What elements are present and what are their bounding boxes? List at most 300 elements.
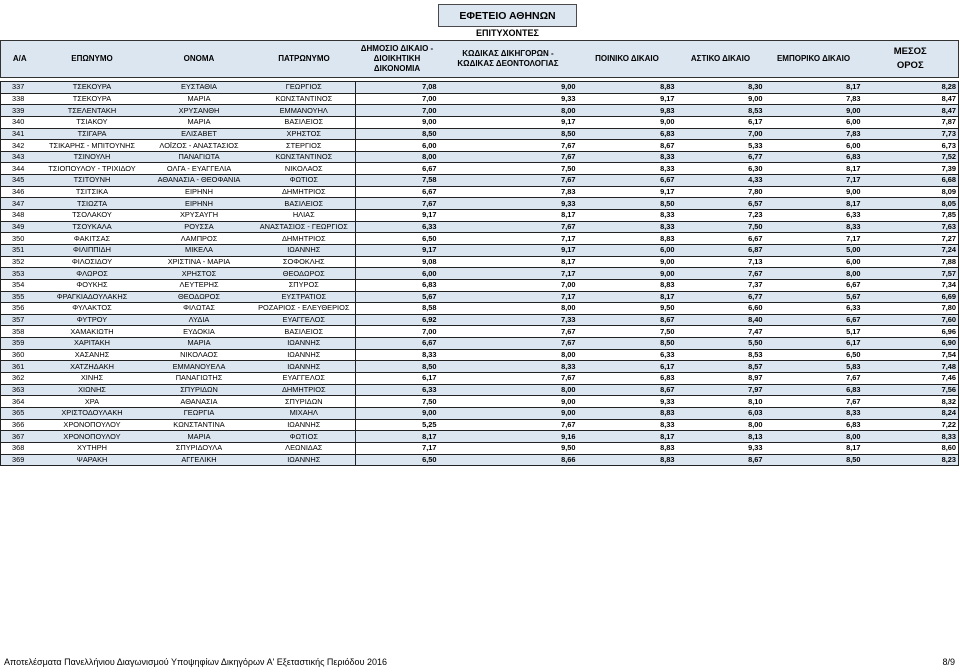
cell-father: ΙΩΑΝΝΗΣ <box>253 361 356 373</box>
col-header-public-law-line2: ΔΙΟΙΚΗΤΙΚΗ ΔΙΚΟΝΟΜΙΑ <box>373 54 421 73</box>
cell-criminal: 8,67 <box>578 140 677 152</box>
table-row <box>1 361 959 373</box>
cell-surname: ΤΣΙΟΠΟΥΛΟΥ - ΤΡΙΧΙΔΟΥ <box>39 163 146 175</box>
cell-public-law: 6,33 <box>356 221 439 233</box>
cell-codes: 7,50 <box>439 163 578 175</box>
cell-surname: ΦΥΤΡΟΥ <box>39 314 146 326</box>
cell-civil: 8,67 <box>677 454 765 466</box>
cell-public-law: 9,08 <box>356 256 439 268</box>
table-row <box>1 338 959 350</box>
cell-aa: 363 <box>1 384 39 396</box>
col-header-average <box>863 41 959 78</box>
cell-name: ΠΑΝΑΓΙΩΤΗΣ <box>146 373 253 385</box>
cell-civil: 6,60 <box>677 303 765 315</box>
cell-father: ΙΩΑΝΝΗΣ <box>253 338 356 350</box>
cell-commercial: 8,33 <box>765 407 863 419</box>
cell-criminal: 9,17 <box>578 93 677 105</box>
cell-aa: 351 <box>1 244 39 256</box>
cell-codes: 9,00 <box>439 407 578 419</box>
results-table <box>0 40 959 466</box>
cell-average: 8,32 <box>863 396 959 408</box>
cell-average: 7,80 <box>863 303 959 315</box>
cell-codes: 8,00 <box>439 384 578 396</box>
table-row <box>1 175 959 187</box>
cell-average: 7,46 <box>863 373 959 385</box>
cell-commercial: 7,17 <box>765 175 863 187</box>
table-row <box>1 431 959 443</box>
cell-criminal: 8,83 <box>578 454 677 466</box>
cell-civil: 9,33 <box>677 442 765 454</box>
cell-civil: 8,57 <box>677 361 765 373</box>
cell-aa: 345 <box>1 175 39 187</box>
cell-criminal: 9,33 <box>578 396 677 408</box>
cell-average: 6,73 <box>863 140 959 152</box>
cell-public-law: 9,17 <box>356 244 439 256</box>
cell-aa: 346 <box>1 186 39 198</box>
cell-civil: 8,97 <box>677 373 765 385</box>
cell-codes: 7,67 <box>439 373 578 385</box>
cell-criminal: 8,33 <box>578 419 677 431</box>
cell-aa: 357 <box>1 314 39 326</box>
cell-average: 7,39 <box>863 163 959 175</box>
cell-father: ΔΗΜΗΤΡΙΟΣ <box>253 233 356 245</box>
cell-father: ΣΤΕΡΓΙΟΣ <box>253 140 356 152</box>
cell-commercial: 6,83 <box>765 419 863 431</box>
cell-commercial: 7,67 <box>765 396 863 408</box>
cell-criminal: 8,17 <box>578 431 677 443</box>
table-row <box>1 151 959 163</box>
cell-commercial: 6,00 <box>765 116 863 128</box>
cell-public-law: 6,67 <box>356 186 439 198</box>
cell-public-law: 6,50 <box>356 233 439 245</box>
court-title: ΕΦΕΤΕΙΟ ΑΘΗΝΩΝ <box>438 4 577 27</box>
cell-commercial: 7,83 <box>765 128 863 140</box>
cell-father: ΒΑΣΙΛΕΙΟΣ <box>253 116 356 128</box>
cell-commercial: 6,17 <box>765 338 863 350</box>
cell-surname: ΧΡΙΣΤΟΔΟΥΛΑΚΗ <box>39 407 146 419</box>
cell-commercial: 6,83 <box>765 384 863 396</box>
cell-average: 7,54 <box>863 349 959 361</box>
cell-criminal: 9,00 <box>578 268 677 280</box>
cell-name: ΚΩΝΣΤΑΝΤΙΝΑ <box>146 419 253 431</box>
cell-criminal: 8,17 <box>578 291 677 303</box>
cell-codes: 9,50 <box>439 442 578 454</box>
cell-criminal: 9,00 <box>578 116 677 128</box>
cell-criminal: 6,00 <box>578 244 677 256</box>
cell-name: ΕΙΡΗΝΗ <box>146 186 253 198</box>
cell-surname: ΤΣΟΛΑΚΟΥ <box>39 210 146 222</box>
cell-commercial: 8,17 <box>765 198 863 210</box>
cell-civil: 6,30 <box>677 163 765 175</box>
col-header-codes-line1: ΚΩΔΙΚΑΣ ΔΙΚΗΓΟΡΩΝ - <box>462 49 554 58</box>
cell-father: ΙΩΑΝΝΗΣ <box>253 454 356 466</box>
cell-criminal: 9,00 <box>578 256 677 268</box>
cell-average: 8,33 <box>863 431 959 443</box>
cell-commercial: 6,33 <box>765 210 863 222</box>
cell-criminal: 6,83 <box>578 373 677 385</box>
cell-name: ΜΑΡΙΑ <box>146 93 253 105</box>
cell-aa: 348 <box>1 210 39 222</box>
table-row <box>1 326 959 338</box>
cell-aa: 356 <box>1 303 39 315</box>
cell-surname: ΧΡΑ <box>39 396 146 408</box>
cell-commercial: 8,00 <box>765 268 863 280</box>
table-row <box>1 396 959 408</box>
cell-aa: 347 <box>1 198 39 210</box>
cell-criminal: 8,33 <box>578 210 677 222</box>
cell-average: 8,05 <box>863 198 959 210</box>
cell-average: 7,73 <box>863 128 959 140</box>
cell-aa: 362 <box>1 373 39 385</box>
cell-civil: 7,97 <box>677 384 765 396</box>
cell-surname: ΦΙΛΟΣΙΔΟΥ <box>39 256 146 268</box>
cell-commercial: 8,17 <box>765 442 863 454</box>
cell-father: ΔΗΜΗΤΡΙΟΣ <box>253 384 356 396</box>
cell-aa: 340 <box>1 116 39 128</box>
cell-aa: 353 <box>1 268 39 280</box>
cell-father: ΙΩΑΝΝΗΣ <box>253 244 356 256</box>
cell-aa: 350 <box>1 233 39 245</box>
table-row <box>1 244 959 256</box>
table-row <box>1 407 959 419</box>
cell-public-law: 6,00 <box>356 268 439 280</box>
footer-caption: Αποτελέσματα Πανελλήνιου Διαγωνισμού Υποψηφίων Δικηγόρων Α' Εξεταστικής Περιόδου 2016 <box>4 657 388 667</box>
col-header-public-law-line1: ΔΗΜΟΣΙΟ ΔΙΚΑΙΟ - <box>360 44 434 53</box>
cell-father: ΡΟΖΑΡΙΟΣ - ΕΛΕΥΘΕΡΙΟΣ <box>253 303 356 315</box>
cell-codes: 9,16 <box>439 431 578 443</box>
cell-name: ΕΜΜΑΝΟΥΕΛΑ <box>146 361 253 373</box>
cell-average: 8,24 <box>863 407 959 419</box>
cell-average: 7,85 <box>863 210 959 222</box>
cell-codes: 8,50 <box>439 128 578 140</box>
cell-aa: 343 <box>1 151 39 163</box>
cell-public-law: 8,58 <box>356 303 439 315</box>
cell-civil: 4,33 <box>677 175 765 187</box>
cell-surname: ΦΡΑΓΚΙΑΔΟΥΛΑΚΗΣ <box>39 291 146 303</box>
cell-name: ΜΑΡΙΑ <box>146 116 253 128</box>
cell-commercial: 6,67 <box>765 279 863 291</box>
table-row <box>1 128 959 140</box>
cell-criminal: 8,67 <box>578 384 677 396</box>
cell-average: 7,22 <box>863 419 959 431</box>
cell-aa: 349 <box>1 221 39 233</box>
cell-name: ΣΠΥΡΙΔΩΝ <box>146 384 253 396</box>
cell-commercial: 5,17 <box>765 326 863 338</box>
cell-criminal: 8,83 <box>578 407 677 419</box>
col-header-codes-line2: ΚΩΔΙΚΑΣ ΔΕΟΝΤΟΛΟΓΙΑΣ <box>457 59 559 68</box>
cell-surname: ΤΣΕΚΟΥΡΑ <box>39 93 146 105</box>
cell-aa: 341 <box>1 128 39 140</box>
cell-civil: 5,50 <box>677 338 765 350</box>
cell-codes: 7,67 <box>439 326 578 338</box>
cell-surname: ΤΣΙΩΖΤΑ <box>39 198 146 210</box>
cell-commercial: 6,00 <box>765 140 863 152</box>
cell-surname: ΦΛΩΡΟΣ <box>39 268 146 280</box>
cell-codes: 7,67 <box>439 151 578 163</box>
cell-commercial: 5,67 <box>765 291 863 303</box>
col-header-name: ΟΝΟΜΑ <box>146 41 253 78</box>
page-number: 8/9 <box>942 657 955 667</box>
cell-civil: 8,10 <box>677 396 765 408</box>
cell-civil: 8,40 <box>677 314 765 326</box>
cell-commercial: 7,17 <box>765 233 863 245</box>
cell-surname: ΦΑΚΙΤΣΑΣ <box>39 233 146 245</box>
cell-average: 8,47 <box>863 105 959 117</box>
cell-surname: ΧΑΤΖΗΔΑΚΗ <box>39 361 146 373</box>
cell-public-law: 8,33 <box>356 349 439 361</box>
cell-average: 7,60 <box>863 314 959 326</box>
cell-civil: 7,67 <box>677 268 765 280</box>
cell-surname: ΨΑΡΑΚΗ <box>39 454 146 466</box>
cell-average: 7,27 <box>863 233 959 245</box>
cell-name: ΛΕΥΤΕΡΗΣ <box>146 279 253 291</box>
cell-father: ΚΩΝΣΤΑΝΤΙΝΟΣ <box>253 93 356 105</box>
cell-name: ΕΙΡΗΝΗ <box>146 198 253 210</box>
cell-average: 6,96 <box>863 326 959 338</box>
cell-commercial: 7,67 <box>765 373 863 385</box>
cell-civil: 7,80 <box>677 186 765 198</box>
cell-criminal: 8,33 <box>578 163 677 175</box>
cell-civil: 8,00 <box>677 419 765 431</box>
cell-surname: ΧΥΤΗΡΗ <box>39 442 146 454</box>
cell-public-law: 6,17 <box>356 373 439 385</box>
cell-codes: 9,33 <box>439 198 578 210</box>
cell-name: ΑΘΑΝΑΣΙΑ <box>146 396 253 408</box>
cell-public-law: 7,58 <box>356 175 439 187</box>
cell-average: 6,90 <box>863 338 959 350</box>
cell-aa: 337 <box>1 82 39 94</box>
cell-criminal: 6,67 <box>578 175 677 187</box>
cell-name: ΣΠΥΡΙΔΟΥΛΑ <box>146 442 253 454</box>
cell-father: ΙΩΑΝΝΗΣ <box>253 419 356 431</box>
cell-average: 7,57 <box>863 268 959 280</box>
cell-name: ΧΡΥΣΑΝΘΗ <box>146 105 253 117</box>
cell-civil: 6,57 <box>677 198 765 210</box>
cell-public-law: 9,17 <box>356 210 439 222</box>
cell-public-law: 9,00 <box>356 116 439 128</box>
cell-aa: 338 <box>1 93 39 105</box>
cell-father: ΘΕΟΔΩΡΟΣ <box>253 268 356 280</box>
cell-public-law: 6,67 <box>356 163 439 175</box>
cell-average: 7,34 <box>863 279 959 291</box>
cell-commercial: 8,50 <box>765 454 863 466</box>
cell-name: ΧΡΗΣΤΟΣ <box>146 268 253 280</box>
cell-name: ΟΛΓΑ - ΕΥΑΓΓΕΛΙΑ <box>146 163 253 175</box>
cell-civil: 8,53 <box>677 349 765 361</box>
cell-codes: 7,00 <box>439 279 578 291</box>
cell-codes: 8,00 <box>439 349 578 361</box>
cell-codes: 7,67 <box>439 175 578 187</box>
cell-surname: ΦΥΛΑΚΤΟΣ <box>39 303 146 315</box>
cell-codes: 8,17 <box>439 210 578 222</box>
cell-civil: 7,13 <box>677 256 765 268</box>
cell-codes: 7,17 <box>439 291 578 303</box>
cell-surname: ΦΟΥΚΗΣ <box>39 279 146 291</box>
cell-name: ΘΕΟΔΩΡΟΣ <box>146 291 253 303</box>
cell-public-law: 6,33 <box>356 384 439 396</box>
cell-commercial: 6,83 <box>765 151 863 163</box>
cell-criminal: 8,33 <box>578 151 677 163</box>
cell-father: ΦΩΤΙΟΣ <box>253 175 356 187</box>
table-row <box>1 210 959 222</box>
cell-codes: 7,67 <box>439 419 578 431</box>
cell-commercial: 8,17 <box>765 163 863 175</box>
cell-name: ΦΙΛΩΤΑΣ <box>146 303 253 315</box>
cell-civil: 8,13 <box>677 431 765 443</box>
cell-surname: ΤΣΙΚΑΡΗΣ - ΜΠΙΤΟΥΝΗΣ <box>39 140 146 152</box>
cell-name: ΝΙΚΟΛΑΟΣ <box>146 349 253 361</box>
table-row <box>1 419 959 431</box>
results-rows <box>1 78 959 466</box>
cell-codes: 9,17 <box>439 116 578 128</box>
cell-codes: 8,33 <box>439 361 578 373</box>
table-row <box>1 291 959 303</box>
cell-civil: 6,77 <box>677 291 765 303</box>
cell-father: ΧΡΗΣΤΟΣ <box>253 128 356 140</box>
cell-civil: 6,03 <box>677 407 765 419</box>
cell-average: 8,09 <box>863 186 959 198</box>
table-row <box>1 163 959 175</box>
cell-public-law: 6,92 <box>356 314 439 326</box>
cell-name: ΓΕΩΡΓΙΑ <box>146 407 253 419</box>
table-row <box>1 314 959 326</box>
cell-public-law: 7,17 <box>356 442 439 454</box>
cell-criminal: 8,83 <box>578 442 677 454</box>
cell-civil: 7,50 <box>677 221 765 233</box>
cell-commercial: 9,00 <box>765 186 863 198</box>
cell-codes: 7,67 <box>439 140 578 152</box>
cell-aa: 354 <box>1 279 39 291</box>
cell-father: ΒΑΣΙΛΕΙΟΣ <box>253 198 356 210</box>
cell-public-law: 7,08 <box>356 82 439 94</box>
cell-father: ΕΥΑΓΓΕΛΟΣ <box>253 373 356 385</box>
table-row <box>1 303 959 315</box>
cell-surname: ΤΣΙΤΣΙΚΑ <box>39 186 146 198</box>
cell-criminal: 9,83 <box>578 105 677 117</box>
cell-civil: 8,53 <box>677 105 765 117</box>
cell-public-law: 8,50 <box>356 128 439 140</box>
table-row <box>1 140 959 152</box>
cell-average: 8,28 <box>863 82 959 94</box>
cell-name: ΕΥΣΤΑΘΙΑ <box>146 82 253 94</box>
table-row <box>1 105 959 117</box>
cell-name: ΧΡΙΣΤΙΝΑ - ΜΑΡΙΑ <box>146 256 253 268</box>
cell-public-law: 7,00 <box>356 105 439 117</box>
cell-aa: 352 <box>1 256 39 268</box>
cell-aa: 355 <box>1 291 39 303</box>
table-row <box>1 279 959 291</box>
cell-name: ΡΟΥΣΣΑ <box>146 221 253 233</box>
table-row <box>1 233 959 245</box>
cell-father: ΔΗΜΗΤΡΙΟΣ <box>253 186 356 198</box>
cell-father: ΚΩΝΣΤΑΝΤΙΝΟΣ <box>253 151 356 163</box>
cell-commercial: 6,50 <box>765 349 863 361</box>
cell-codes: 7,17 <box>439 233 578 245</box>
cell-aa: 344 <box>1 163 39 175</box>
cell-name: ΠΑΝΑΓΙΩΤΑ <box>146 151 253 163</box>
cell-father: ΙΩΑΝΝΗΣ <box>253 349 356 361</box>
cell-commercial: 6,33 <box>765 303 863 315</box>
col-header-criminal: ΠΟΙΝΙΚΟ ΔΙΚΑΙΟ <box>578 41 677 78</box>
cell-aa: 367 <box>1 431 39 443</box>
cell-aa: 342 <box>1 140 39 152</box>
cell-average: 7,56 <box>863 384 959 396</box>
cell-average: 6,69 <box>863 291 959 303</box>
cell-father: ΝΙΚΟΛΑΟΣ <box>253 163 356 175</box>
cell-surname: ΧΑΣΑΝΗΣ <box>39 349 146 361</box>
cell-aa: 361 <box>1 361 39 373</box>
table-row <box>1 349 959 361</box>
cell-name: ΕΛΙΣΑΒΕΤ <box>146 128 253 140</box>
cell-father: ΣΠΥΡΙΔΩΝ <box>253 396 356 408</box>
cell-codes: 9,33 <box>439 93 578 105</box>
cell-commercial: 5,83 <box>765 361 863 373</box>
table-row <box>1 373 959 385</box>
cell-aa: 366 <box>1 419 39 431</box>
cell-criminal: 6,83 <box>578 128 677 140</box>
cell-surname: ΤΣΙΝΟΥΛΗ <box>39 151 146 163</box>
cell-average: 8,47 <box>863 93 959 105</box>
cell-commercial: 7,83 <box>765 93 863 105</box>
cell-name: ΜΙΚΕΛΑ <box>146 244 253 256</box>
col-header-surname: ΕΠΩΝΥΜΟ <box>39 41 146 78</box>
cell-public-law: 6,00 <box>356 140 439 152</box>
cell-surname: ΧΑΡΙΤΑΚΗ <box>39 338 146 350</box>
cell-aa: 359 <box>1 338 39 350</box>
cell-public-law: 6,83 <box>356 279 439 291</box>
col-header-codes <box>439 41 578 78</box>
cell-aa: 368 <box>1 442 39 454</box>
cell-codes: 8,00 <box>439 303 578 315</box>
cell-criminal: 6,33 <box>578 349 677 361</box>
cell-codes: 8,66 <box>439 454 578 466</box>
cell-codes: 8,17 <box>439 256 578 268</box>
col-header-civil: ΑΣΤΙΚΟ ΔΙΚΑΙΟ <box>677 41 765 78</box>
col-header-public-law <box>356 41 439 78</box>
table-row <box>1 454 959 466</box>
cell-commercial: 8,17 <box>765 82 863 94</box>
cell-average: 7,48 <box>863 361 959 373</box>
cell-surname: ΧΙΩΝΗΣ <box>39 384 146 396</box>
cell-criminal: 8,83 <box>578 233 677 245</box>
cell-surname: ΤΣΙΑΚΟΥ <box>39 116 146 128</box>
table-row <box>1 198 959 210</box>
cell-aa: 369 <box>1 454 39 466</box>
cell-father: ΣΠΥΡΟΣ <box>253 279 356 291</box>
table-row <box>1 384 959 396</box>
candidates-label: ΕΠΙΤΥΧΟΝΤΕΣ <box>476 28 539 38</box>
cell-surname: ΧΡΟΝΟΠΟΥΛΟΥ <box>39 431 146 443</box>
cell-commercial: 8,33 <box>765 221 863 233</box>
cell-public-law: 7,00 <box>356 93 439 105</box>
cell-surname: ΤΣΙΤΟΥΝΗ <box>39 175 146 187</box>
cell-father: ΕΜΜΑΝΟΥΗΛ <box>253 105 356 117</box>
cell-public-law: 7,50 <box>356 396 439 408</box>
cell-name: ΑΓΓΕΛΙΚΗ <box>146 454 253 466</box>
cell-civil: 6,77 <box>677 151 765 163</box>
cell-father: ΑΝΑΣΤΑΣΙΟΣ - ΓΕΩΡΓΙΟΣ <box>253 221 356 233</box>
cell-father: ΓΕΩΡΓΙΟΣ <box>253 82 356 94</box>
cell-aa: 364 <box>1 396 39 408</box>
cell-name: ΛΟΪΖΟΣ - ΑΝΑΣΤΑΣΙΟΣ <box>146 140 253 152</box>
cell-average: 7,87 <box>863 116 959 128</box>
cell-codes: 7,17 <box>439 268 578 280</box>
table-row <box>1 116 959 128</box>
cell-criminal: 8,83 <box>578 82 677 94</box>
table-row <box>1 442 959 454</box>
cell-average: 6,68 <box>863 175 959 187</box>
cell-father: ΕΥΣΤΡΑΤΙΟΣ <box>253 291 356 303</box>
